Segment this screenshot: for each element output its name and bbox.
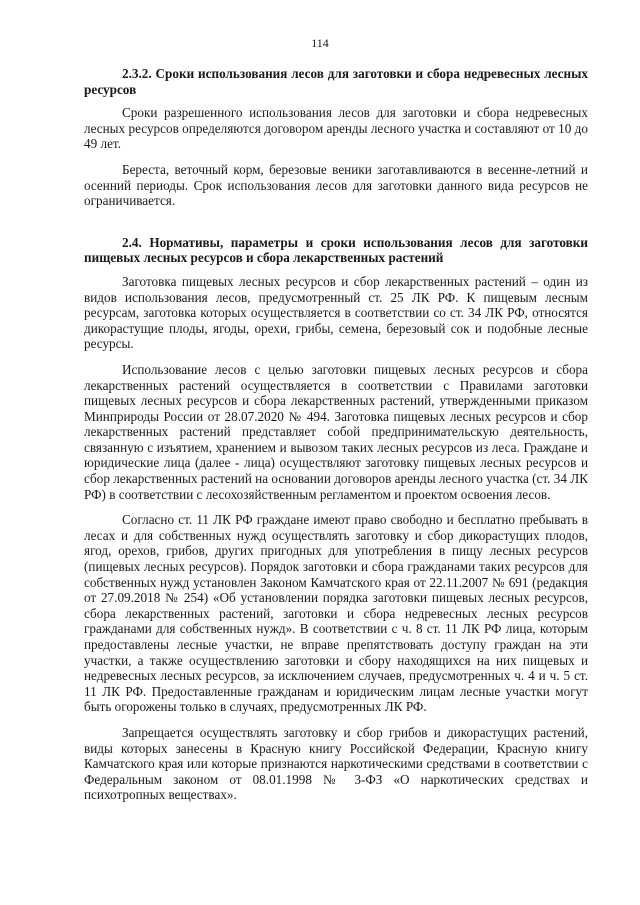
section-2-3-2-heading: 2.3.2. Сроки использования лесов для заготовки и сбора недревесных лесных ресурсов [84,66,588,97]
paragraph: Сроки разрешенного использования лесов для заготовки и сбора недревесных лесных ресурсов определяются договором аренды лесного участка и составляют от 10 до 49 лет. [84,105,588,152]
paragraph: Береста, веточный корм, березовые веники заготавливаются в весенне-летний и осенний периоды. Срок использования лесов для заготовки данного вида ресурсов не ограничивается. [84,161,588,209]
paragraph: Запрещается осуществлять заготовку и сбор грибов и дикорастущих растений, виды которых занесены в Красную книгу Российской Федерации, Красную книгу Камчатского края или которые признаются наркотическими средствами в соответствии с Федеральным законом от 08.01.1998 № 3-ФЗ «О наркотических средствах и психотропных веществах». [84,724,588,803]
page-number: 114 [311,36,329,50]
paragraph: Согласно ст. 11 ЛК РФ граждане имеют право свободно и бесплатно пребывать в лесах и для собственных нужд осуществлять заготовку и сбор дикорастущих плодов, ягод, орехов, грибов, других пригодных для употребления в пищу лесных ресурсов (пищевых лесных ресурсов). Порядок заготовки и сбора гражданами таких ресурсов для собственных нужд установлен Законом Камчатского края от 22.11.2007 № 691 (редакция от 27.09.2018 № 254) «Об установлении порядка заготовки пищевых лесных ресурсов, сбора лекарственных растений, заготовки и сбора недревесных лесных ресурсов гражданами для собственных нужд». В соответствии с ч. 8 ст. 11 ЛК РФ лица, которым предоставлены лесные участки, не вправе препятствовать доступу граждан на эти участки, а также осуществлению заготовки и сбору находящихся на них пищевых и недревесных лесных ресурсов, за исключением случаев, предусмотренных ч. 4 и ч. 5 ст. 11 ЛК РФ. Предоставленные гражданам и юридическим лицам лесные участки могут быть огорожены только в случаях, предусмотренных ЛК РФ. [84,512,588,715]
page-body [84,66,588,803]
paragraph: Использование лесов с целью заготовки пищевых лесных ресурсов и сбора лекарственных растений осуществляется в соответствии с Правилами заготовки пищевых лесных ресурсов и сбора лекарственных растений, утвержденными приказом Минприроды России от 28.07.2020 № 494. Заготовка пищевых лесных ресурсов и сбор лекарственных растений представляет собой предпринимательскую деятельность, связанную с изъятием, хранением и вывозом таких лесных ресурсов из леса. Граждане и юридические лица (далее - лица) осуществляют заготовку пищевых лесных ресурсов и сбор лекарственных растений на основании договоров аренды лесного участка (ст. 34 ЛК РФ) в соответствии с лесохозяйственным регламентом и проектом освоения лесов. [84,361,588,502]
section-2-4-heading: 2.4. Нормативы, параметры и сроки использования лесов для заготовки пищевых лесных ресурсов и сбора лекарственных растений [84,234,588,266]
paragraph: Заготовка пищевых лесных ресурсов и сбор лекарственных растений – один из видов использования лесов, предусмотренный ст. 25 ЛК РФ. К пищевым лесным ресурсам, заготовка которых осуществляется в соответствии со ст. 34 ЛК РФ, относятся дикорастущие плоды, ягоды, орехи, грибы, семена, березовый сок и подобные лесные ресурсы. [84,273,588,352]
